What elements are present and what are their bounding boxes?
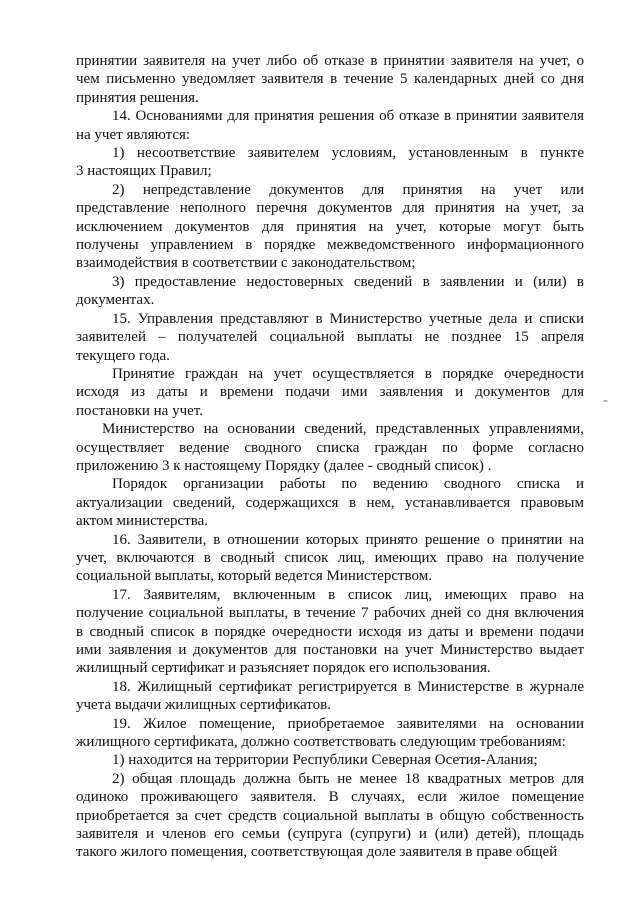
text-line: 1) несоответствие заявителем условиям, установленным в пункте (112, 145, 584, 162)
margin-mark: - (603, 393, 608, 408)
paragraph (76, 678, 584, 715)
paragraph (76, 586, 584, 678)
text-line: получены управлением в порядке межведомственного информационного (76, 237, 584, 254)
text-line: приложению 3 к настоящему Порядку (далее - сводный список) . (76, 457, 492, 474)
text-line: Порядок организации работы по ведению сводного списка и (112, 476, 584, 493)
text-line: 3 настоящих Правил; (76, 163, 212, 180)
text-line: актом министерства. (76, 513, 209, 530)
text-line: чем письменно уведомляет заявителя в течение 5 календарных дней со дня (76, 71, 584, 88)
text-line: осуществляет ведение сводного списка граждан по форме согласно (76, 439, 584, 456)
paragraph (76, 107, 584, 144)
text-line: 18. Жилищный сертификат регистрируется в Министерстве в журнале (112, 678, 584, 695)
paragraph (76, 181, 584, 273)
text-line: 3) предоставление недостоверных сведений в заявлении и (или) в (112, 273, 584, 290)
paragraph (76, 144, 584, 181)
text-line: 17. Заявителям, включенным в список лиц, имеющих право на (112, 586, 584, 603)
text-line: учет, включаются в сводный список лиц, имеющих право на получение (76, 549, 584, 566)
text-line: 15. Управления представляют в Министерство учетные дела и списки (112, 310, 584, 327)
text-line: представление неполного перечня документов для принятия на учет, за (76, 200, 584, 217)
text-line: взаимодействия в соответствии с законодательством; (76, 255, 416, 272)
text-line: принятия решения. (76, 89, 199, 106)
paragraph (76, 715, 584, 752)
paragraph (76, 52, 584, 107)
text-line: 2) непредставление документов для принятия на учет или (112, 181, 584, 198)
paragraph (76, 751, 584, 769)
text-line: 1) находится на территории Республики Северная Осетия-Алания; (112, 752, 538, 769)
text-line: такого жилого помещения, соответствующая доле заявителя в праве общей (76, 844, 558, 861)
text-line: исключением документов для принятия на учет, которые могут быть (76, 218, 584, 235)
text-line: 14. Основаниями для принятия решения об отказе в принятии заявителя (112, 108, 584, 125)
paragraph (76, 475, 584, 530)
text-line: жилищного сертификата, должно соответствовать следующим требованиям: (76, 734, 566, 751)
text-line: постановки на учет. (76, 402, 203, 419)
text-line: 2) общая площадь должна быть не менее 18 квадратных метров для (112, 770, 584, 787)
paragraph (76, 770, 584, 862)
paragraph (76, 310, 584, 365)
paragraph (76, 365, 584, 420)
text-line: учета выдачи жилищных сертификатов. (76, 697, 331, 714)
paragraph (76, 531, 584, 586)
text-line: исходя из даты и времени подачи ими заявления и документов для (76, 384, 584, 401)
text-line: заявителей – получателей социальной выплаты не позднее 15 апреля (76, 329, 584, 346)
text-line: Министерство на основании сведений, представленных управлениями, (102, 421, 584, 438)
text-line: Принятие граждан на учет осуществляется в порядке очередности (112, 365, 584, 382)
text-line: социальной выплаты, который ведется Министерством. (76, 568, 432, 585)
text-line: документах. (76, 292, 155, 309)
document-body (76, 52, 584, 862)
text-line: одиноко проживающего заявителя. В случаях, если жилое помещение (76, 789, 584, 806)
text-line: актуализации сведений, содержащихся в нем, устанавливается правовым (76, 494, 584, 511)
text-line: приобретается за счет средств социальной выплаты в общую собственность (76, 807, 584, 824)
text-line: в сводный список в порядке очередности исходя из даты и времени подачи (76, 623, 584, 640)
text-line: 19. Жилое помещение, приобретаемое заявителями на основании (112, 715, 584, 732)
text-line: на учет являются: (76, 126, 191, 143)
text-line: получение социальной выплаты, в течение 7 рабочих дней со дня включения (76, 605, 584, 622)
text-line: текущего года. (76, 347, 170, 364)
text-line: жилищный сертификат и разъясняет порядок его использования. (76, 660, 491, 677)
paragraph (76, 420, 584, 475)
text-line: ими заявления и документов для постановки на учет Министерство выдает (76, 642, 584, 658)
text-line: заявителя и членов его семьи (супруга (супруги) и (или) детей), площадь (76, 826, 584, 843)
text-line: 16. Заявители, в отношении которых принято решение о принятии на (112, 531, 584, 548)
text-line: принятии заявителя на учет либо об отказе в принятии заявителя на учет, о (76, 53, 584, 69)
paragraph (76, 273, 584, 310)
